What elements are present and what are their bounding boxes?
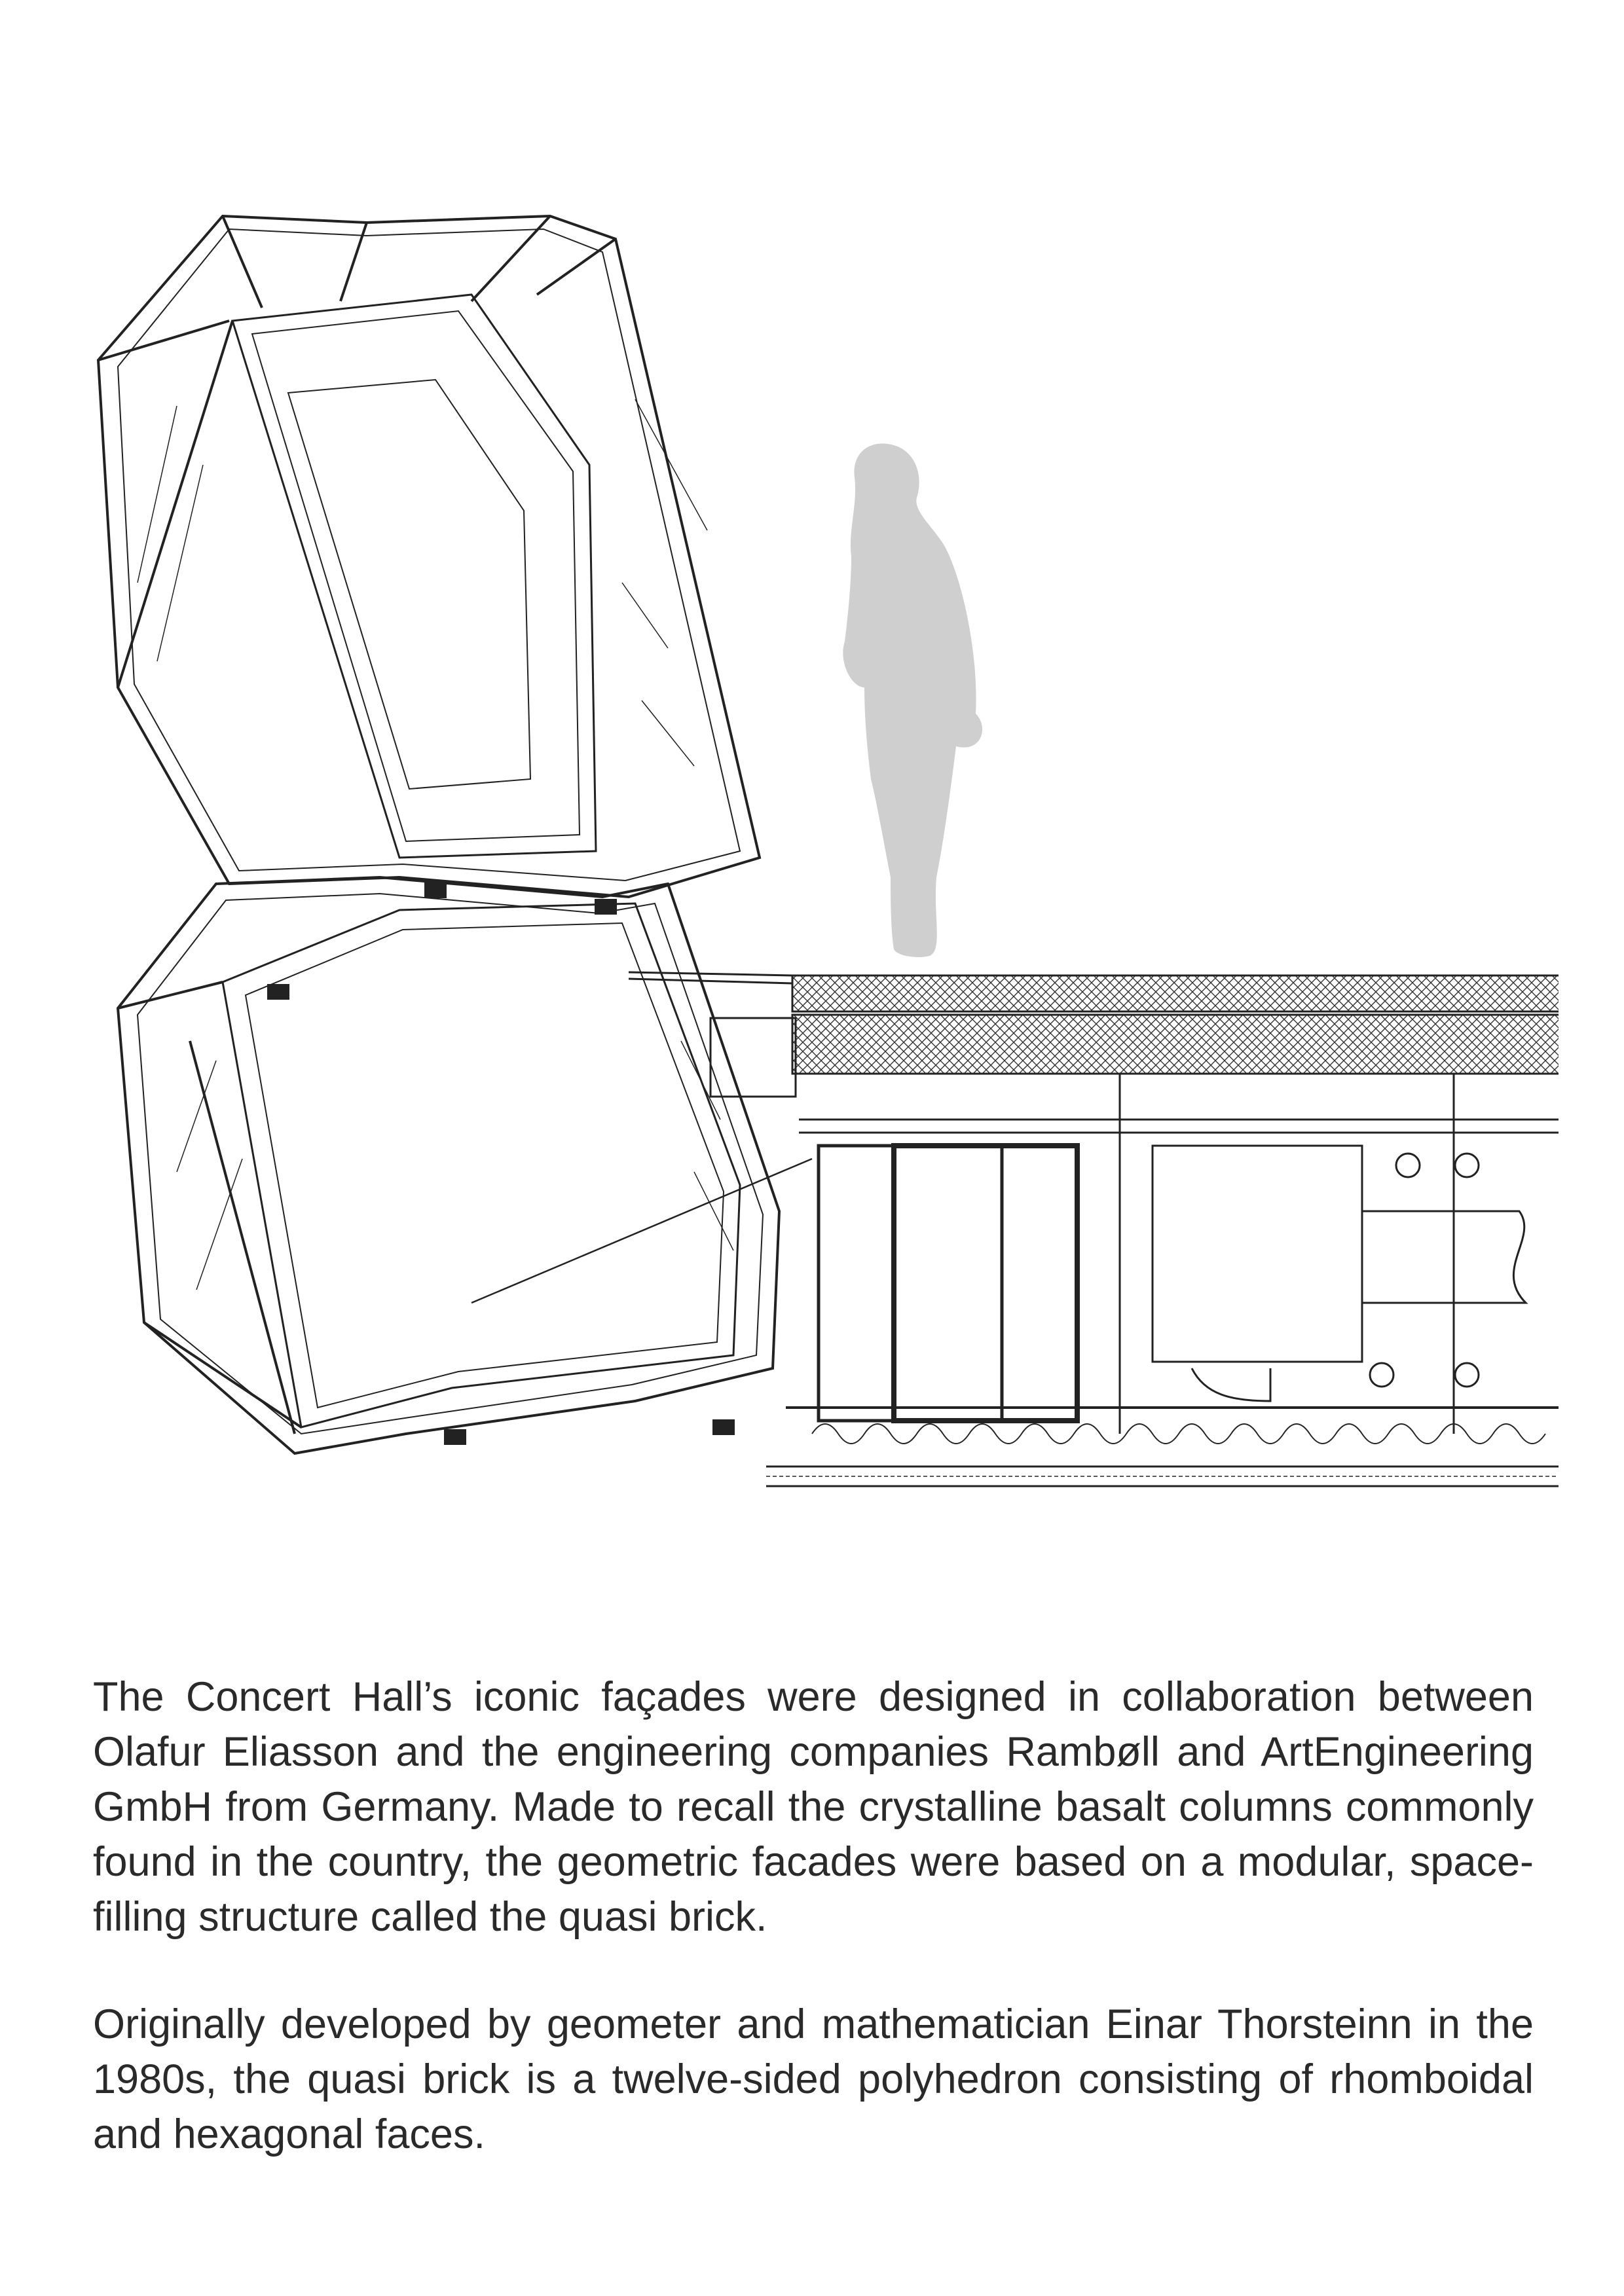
drawing-svg	[79, 190, 1559, 1552]
roof-slab-structure	[629, 943, 1559, 1532]
paragraph-1: The Concert Hall’s iconic façades were designed in collaboration between Olafur Eliasson and the engineering companies Rambøll and ArtEngineering GmbH from Germany. Made to recall the crystalline basalt columns commonly found in the country, the geometric facades were based on a modular, space-filling structure called the quasi brick.	[93, 1674, 1534, 1940]
paragraph-2: Originally developed by geometer and mathematician Einar Thorsteinn in the 1980s, the quasi brick is a twelve-sided polyhedron consisting of rhomboidal and hexagonal faces.	[93, 2001, 1534, 2157]
person-silhouette-icon	[843, 443, 982, 957]
upper-quasi-brick	[98, 216, 760, 897]
facade-section-drawing	[79, 190, 1559, 1552]
description-text	[93, 1669, 1534, 2214]
lower-quasi-brick	[118, 877, 812, 1453]
